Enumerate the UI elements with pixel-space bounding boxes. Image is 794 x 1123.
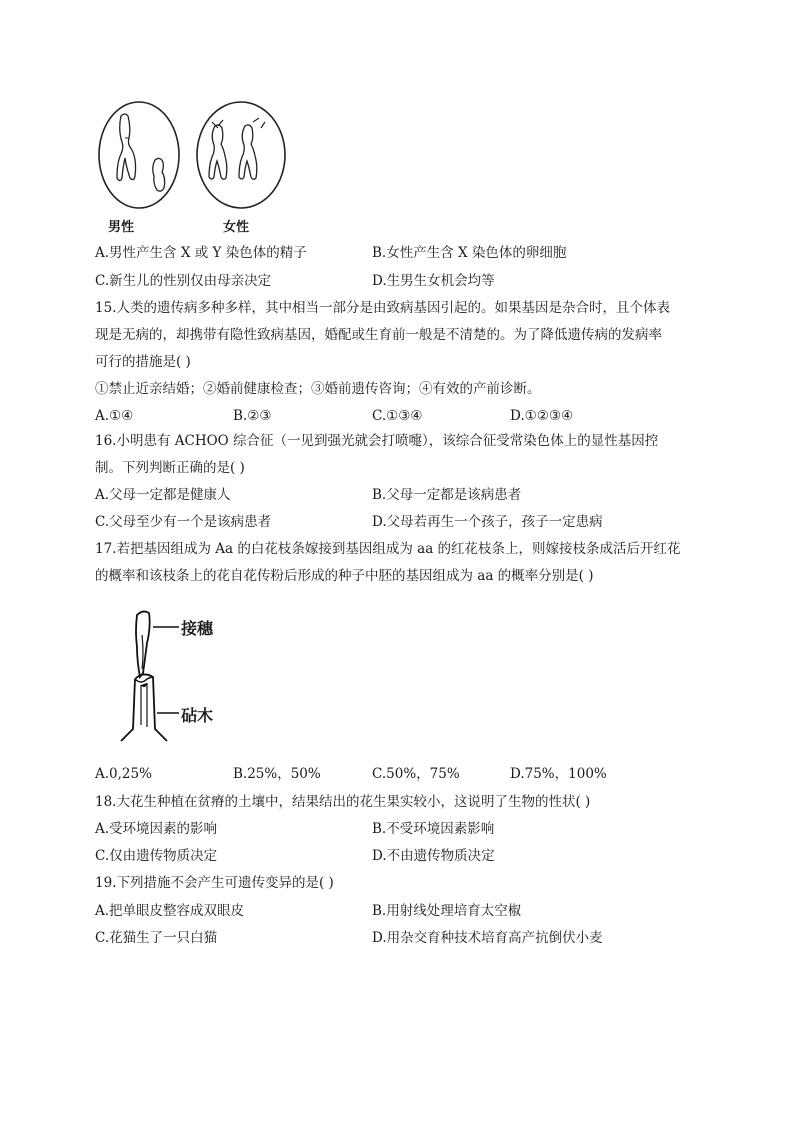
scion-label: 接穗 bbox=[181, 619, 214, 638]
q15-measures: ①禁止近亲结婚；②婚前健康检查；③婚前遗传咨询；④有效的产前诊断。 bbox=[95, 381, 541, 397]
q18-option-d: D.不由遗传物质决定 bbox=[372, 848, 495, 864]
q17-option-d: D.75%，100% bbox=[510, 766, 607, 782]
female-cell-circle bbox=[197, 102, 285, 208]
q15-stem-line-1: 15.人类的遗传病多种多样，其中相当一部分是由致病基因引起的。如果基因是杂合时，且个体表 bbox=[95, 300, 670, 316]
female-x-chromosome-2 bbox=[239, 125, 257, 179]
q19-stem: 19.下列措施不会产生可遗传变异的是( ) bbox=[95, 875, 334, 891]
q18-option-b: B.不受环境因素影响 bbox=[372, 821, 495, 837]
q18-stem: 18.大花生种植在贫瘠的土壤中，结果结出的花生果实较小，这说明了生物的性状( ) bbox=[95, 794, 591, 810]
chromosome-figure bbox=[95, 98, 295, 236]
q17-option-b: B.25%，50% bbox=[233, 766, 321, 782]
q16-option-d: D.父母若再生一个孩子，孩子一定患病 bbox=[372, 514, 603, 530]
y-chromosome bbox=[153, 158, 165, 191]
q17-stem-line-2: 的概率和该枝条上的花自花传粉后形成的种子中胚的基因组成为 aa 的概率分别是( ) bbox=[95, 568, 594, 584]
q15-option-b: B.②③ bbox=[233, 408, 272, 424]
q16-option-a: A.父母一定都是健康人 bbox=[95, 487, 231, 503]
q14-option-d: D.生男生女机会均等 bbox=[372, 273, 495, 289]
q15-option-d: D.①②③④ bbox=[510, 408, 574, 424]
q17-stem-line-1: 17.若把基因组成为 Aa 的白花枝条嫁接到基因组成为 aa 的红花枝条上，则嫁接枝条成活后开红花 bbox=[95, 541, 681, 557]
q16-stem-line-2: 制。下列判断正确的是( ) bbox=[95, 460, 245, 476]
q19-option-c: C.花猫生了一只白猫 bbox=[95, 930, 218, 946]
q15-stem-line-2: 现是无病的，却携带有隐性致病基因，婚配或生育前一般是不清楚的。为了降低遗传病的发病率 bbox=[95, 327, 662, 343]
q19-option-d: D.用杂交育种技术培育高产抗倒伏小麦 bbox=[372, 930, 603, 946]
q14-option-b: B.女性产生含 X 染色体的卵细胞 bbox=[372, 245, 567, 261]
female-label: 女性 bbox=[223, 220, 250, 235]
q14-option-a: A.男性产生含 X 或 Y 染色体的精子 bbox=[95, 245, 307, 261]
male-label: 男性 bbox=[108, 220, 135, 235]
q19-option-a: A.把单眼皮整容成双眼皮 bbox=[95, 903, 245, 919]
q15-option-c: C.①③④ bbox=[372, 408, 423, 424]
q15-stem-line-3: 可行的措施是( ) bbox=[95, 354, 191, 370]
male-cell-circle bbox=[99, 102, 179, 208]
male-x-chromosome bbox=[117, 114, 136, 181]
q14-option-c: C.新生儿的性别仅由母亲决定 bbox=[95, 273, 272, 289]
q16-option-c: C.父母至少有一个是该病患者 bbox=[95, 514, 272, 530]
q19-option-b: B.用射线处理培育太空椒 bbox=[372, 903, 522, 919]
q18-option-c: C.仅由遗传物质决定 bbox=[95, 848, 218, 864]
q17-option-a: A.0,25% bbox=[95, 766, 152, 782]
chromosome-drawing bbox=[95, 98, 295, 213]
female-x-chromosome-1 bbox=[209, 125, 227, 179]
grafting-leader-lines bbox=[153, 619, 183, 719]
q16-option-b: B.父母一定都是该病患者 bbox=[372, 487, 522, 503]
q18-option-a: A.受环境因素的影响 bbox=[95, 821, 218, 837]
stock-label: 砧木 bbox=[181, 706, 214, 725]
q16-stem-line-1: 16.小明患有 ACHOO 综合征（一见到强光就会打喷嚏），该综合征受常染色体上的显性基因控 bbox=[95, 433, 659, 449]
q15-option-a: A.①④ bbox=[95, 408, 134, 424]
grafting-figure bbox=[115, 605, 255, 745]
q17-option-c: C.50%，75% bbox=[372, 766, 460, 782]
